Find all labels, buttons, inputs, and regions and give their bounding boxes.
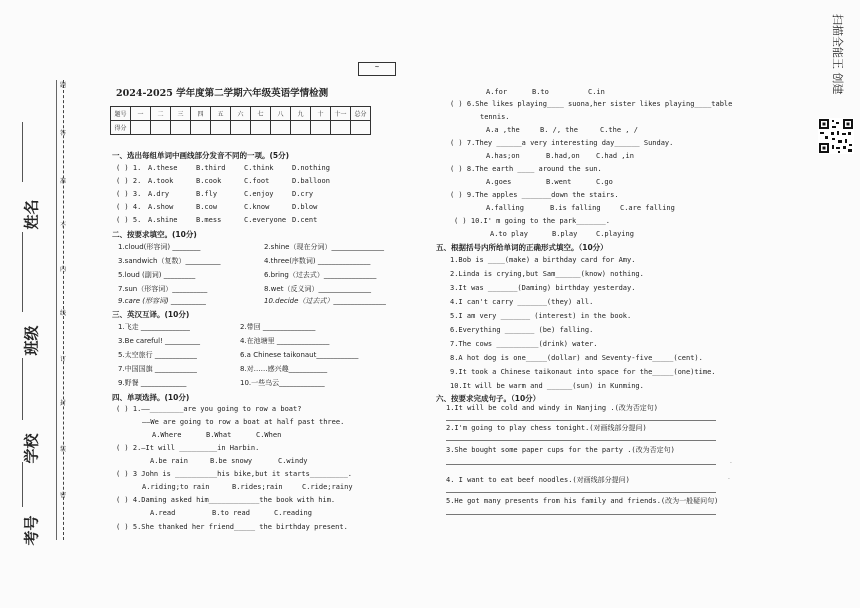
s4-option: A.goes: [486, 178, 512, 186]
binding-char: 题: [60, 82, 67, 89]
side-label-class: 班级: [22, 325, 41, 356]
s2-item: 7.sun（形容词）__________: [118, 285, 208, 293]
answer-line[interactable]: [446, 492, 716, 493]
id-line: [22, 462, 24, 507]
s1-option: A.these: [148, 164, 178, 172]
score-header-cell: 二: [151, 107, 171, 121]
s4-question-line2: ——We are going to row a boat at half past three.: [142, 418, 345, 426]
s4-question: ( ) 10.I' m going to the park_______.: [454, 217, 610, 225]
s3-item: 10.一些乌云_____________: [240, 379, 325, 387]
score-cell[interactable]: [291, 121, 311, 135]
s4-option: C.When: [256, 431, 282, 439]
section-6-heading: 六、按要求完成句子。（10分）: [436, 394, 541, 403]
binding-char: 不: [60, 222, 67, 229]
s4-option: A.be rain: [150, 457, 188, 465]
s1-num: ( ) 5.: [116, 216, 142, 224]
s4-option: B.play: [552, 230, 578, 238]
class-line: [22, 232, 24, 312]
s5-item: 3.It was _______(Daming) birthday yesterday.: [450, 284, 636, 292]
s4-option: C.reading: [274, 509, 312, 517]
s1-num: ( ) 2.: [116, 177, 142, 185]
s1-option: C.everyone: [244, 216, 287, 224]
score-header-cell: 题号: [111, 107, 131, 121]
s4-question: ( ) 6.She likes playing____ suona,her sister likes playing____table: [450, 100, 733, 108]
binding-char: 内: [60, 266, 67, 273]
s4-option: B.to read: [212, 509, 250, 517]
s1-option: B.cow: [196, 203, 218, 211]
score-header-cell: 三: [171, 107, 191, 121]
s1-option: B.fly: [196, 190, 218, 198]
s1-option: C.know: [244, 203, 270, 211]
binding-char: 准: [60, 178, 67, 185]
s3-item: 3.Be careful! __________: [118, 337, 201, 345]
s4-question-line2: tennis.: [480, 113, 510, 121]
s4-option: A.a ,the: [486, 126, 520, 134]
score-cell[interactable]: [171, 121, 191, 135]
s2-item: 3.sandwich（复数）__________: [118, 257, 221, 265]
s3-item: 5.太空旅行 ____________: [118, 351, 197, 359]
score-header-cell: 八: [271, 107, 291, 121]
s2-item: 5.loud (副词) _________: [118, 271, 196, 279]
s4-option: C.windy: [278, 457, 308, 465]
s4-option: C.the , /: [600, 126, 638, 134]
s1-option: B.mess: [196, 216, 222, 224]
score-header-cell: 总分: [351, 107, 371, 121]
score-header-cell: 十一: [331, 107, 351, 121]
answer-line[interactable]: [446, 440, 716, 441]
score-value-row: [111, 121, 371, 135]
s5-item: 4.I can't carry _______(they) all.: [450, 298, 594, 306]
school-line: [22, 358, 24, 420]
score-cell[interactable]: [351, 121, 371, 135]
s6-item: 4. I want to eat beef noodles.(对画线部分提问): [446, 476, 630, 484]
s3-item: 9.野餐 _____________: [118, 379, 187, 387]
s4-question: ( ) 8.The earth ____ around the sun.: [450, 165, 602, 173]
s2-item: 4.three(序数词) _______________: [264, 257, 371, 265]
score-header-cell: 七: [251, 107, 271, 121]
score-cell[interactable]: [331, 121, 351, 135]
s1-option: C.foot: [244, 177, 270, 185]
side-label-id: 考号: [22, 515, 41, 546]
s2-item: 6.bring（过去式）_______________: [264, 271, 377, 279]
binding-char: 订: [60, 356, 67, 363]
score-header-row: [111, 107, 371, 121]
s5-item: 8.A hot dog is one_____(dollar) and Seventy-five_____(cent).: [450, 354, 703, 362]
s5-item: 2.Linda is crying,but Sam______(know) nothing.: [450, 270, 644, 278]
s4-option: B.is falling: [550, 204, 601, 212]
s1-option: D.blow: [292, 203, 318, 211]
s1-option: D.cry: [292, 190, 314, 198]
s1-option: C.enjoy: [244, 190, 274, 198]
s3-item: 6.a Chinese taikonaut____________: [240, 351, 359, 359]
s4-option: B.went: [546, 178, 572, 186]
s5-item: 9.It took a Chinese taikonaut into space for the_____(one)time.: [450, 368, 716, 376]
s4-question: ( ) 3 John is __________his bike,but it starts_________.: [116, 470, 353, 478]
section-2-heading: 二、按要求填空。(10分): [112, 230, 197, 239]
s4-option: A.has;on: [486, 152, 520, 160]
s1-option: A.show: [148, 203, 174, 211]
answer-line[interactable]: [446, 420, 716, 421]
binding-char: 线: [60, 310, 67, 317]
s6-item: 2.I'm going to play chess tonight.(对画线部分提问): [446, 424, 647, 432]
s4-option: A.riding;to rain: [142, 483, 210, 491]
exam-title: 2024-2025 学年度第二学期六年级英语学情检测: [116, 88, 329, 99]
s4-question: ( ) 9.The apples _______down the stairs.: [450, 191, 619, 199]
s1-option: D.nothing: [292, 164, 330, 172]
section-5-heading: 五、根据括号内所给单词的正确形式填空。（10分）: [436, 243, 608, 252]
score-label-cell: 得分: [111, 121, 131, 135]
s4-option: B.What: [206, 431, 232, 439]
s4-option: B.be snowy: [210, 457, 253, 465]
score-cell[interactable]: [251, 121, 271, 135]
score-header-cell: 六: [231, 107, 251, 121]
score-cell[interactable]: [211, 121, 231, 135]
s4-option: A.read: [150, 509, 176, 517]
scan-mark: ·: [730, 460, 732, 467]
s4-question: ( ) 1.——________are you going to row a boat?: [116, 405, 302, 413]
score-cell[interactable]: [271, 121, 291, 135]
s4-option: C.playing: [596, 230, 634, 238]
score-header-cell: 四: [191, 107, 211, 121]
answer-line[interactable]: [446, 464, 716, 465]
s6-item: 5.He got many presents from his family and friends.(改为一般疑问句): [446, 497, 719, 505]
s2-item: 10.decide（过去式）_______________: [264, 297, 386, 305]
s6-item: 3.She bought some paper cups for the party .(改为否定句): [446, 446, 675, 454]
section-3-heading: 三、英汉互译。(10分): [112, 310, 190, 319]
s2-item: 2.shine（现在分词）_______________: [264, 243, 384, 251]
s4-option: C.go: [596, 178, 613, 186]
s1-option: A.shine: [148, 216, 178, 224]
answer-line[interactable]: [446, 514, 716, 515]
s1-option: B.third: [196, 164, 226, 172]
s5-item: 7.The cows __________(drink) water.: [450, 340, 598, 348]
s4-option: B.to: [532, 88, 549, 96]
s4-question: ( ) 4.Daming asked him____________the book with him.: [116, 496, 336, 504]
binding-border: [56, 80, 57, 540]
s1-num: ( ) 3.: [116, 190, 142, 198]
score-header-cell: 十: [311, 107, 331, 121]
s3-item: 4.在池塘里 _______________: [240, 337, 330, 345]
scan-mark: ·: [728, 476, 730, 483]
s4-question: ( ) 5.She thanked her friend_____ the birthday present.: [116, 523, 348, 531]
binding-char: 答: [60, 130, 67, 137]
binding-char: 密: [60, 492, 67, 499]
s1-num: ( ) 1.: [116, 164, 142, 172]
s4-option: A.for: [486, 88, 508, 96]
binding-char: 装: [60, 446, 67, 453]
s3-item: 7.中国国旗 ____________: [118, 365, 197, 373]
score-header-cell: 五: [211, 107, 231, 121]
score-table: [110, 106, 371, 135]
section-1-heading: 一、选出每组单词中画线部分发音不同的一项。(5分): [112, 151, 290, 160]
score-cell[interactable]: [151, 121, 171, 135]
s4-option: A.Where: [152, 431, 182, 439]
s3-item: 2.带回 _______________: [240, 323, 316, 331]
score-header-cell: 一: [131, 107, 151, 121]
s6-item: 1.It will be cold and windy in Nanjing .(改为否定句): [446, 404, 659, 412]
s4-option: B. /, the: [540, 126, 578, 134]
s3-item: 1.飞走 ______________: [118, 323, 190, 331]
s4-option: A.falling: [486, 204, 524, 212]
s4-option: C.are falling: [620, 204, 675, 212]
side-label-school: 学校: [22, 433, 41, 464]
page-mark: ~: [358, 62, 396, 76]
s1-option: C.think: [244, 164, 274, 172]
s1-num: ( ) 4.: [116, 203, 142, 211]
s4-option: B.rides;rain: [232, 483, 283, 491]
score-cell[interactable]: [231, 121, 251, 135]
s1-option: D.balloon: [292, 177, 330, 185]
section-4-heading: 四、单项选择。(10分): [112, 393, 190, 402]
s4-question: ( ) 2.—It will _________in Harbin.: [116, 444, 260, 452]
s4-option: A.to play: [490, 230, 528, 238]
s1-option: A.dry: [148, 190, 170, 198]
score-header-cell: 九: [291, 107, 311, 121]
s5-item: 6.Everything _______ (be) falling.: [450, 326, 594, 334]
score-cell[interactable]: [131, 121, 151, 135]
s4-option: C.ride;rainy: [302, 483, 353, 491]
score-cell[interactable]: [311, 121, 331, 135]
binding-char: 封: [60, 400, 67, 407]
s4-question: ( ) 7.They ______a very interesting day______ Sunday.: [450, 139, 674, 147]
s5-item: 5.I am very _______ (interest) in the book.: [450, 312, 632, 320]
s2-item: 1.cloud(形容词) ________: [118, 243, 201, 251]
s4-option: B.had,on: [546, 152, 580, 160]
scanner-watermark: 扫描全能王 创建: [831, 14, 844, 95]
s1-option: A.took: [148, 177, 174, 185]
qr-code-icon: [818, 118, 854, 154]
s1-option: D.cent: [292, 216, 318, 224]
s1-option: B.cook: [196, 177, 222, 185]
s2-item: 9.care (形容词) __________: [118, 297, 206, 305]
s2-item: 8.wet（反义词）_______________: [264, 285, 371, 293]
s4-option: C.in: [588, 88, 605, 96]
s5-item: 1.Bob is ____(make) a birthday card for Amy.: [450, 256, 636, 264]
name-line: [22, 122, 24, 182]
s4-option: C.had ,in: [596, 152, 634, 160]
side-label-name: 姓名: [22, 199, 41, 230]
s5-item: 10.It will be warm and ______(sun) in Kunming.: [450, 382, 644, 390]
s3-item: 8.对……感兴趣___________: [240, 365, 328, 373]
score-cell[interactable]: [191, 121, 211, 135]
